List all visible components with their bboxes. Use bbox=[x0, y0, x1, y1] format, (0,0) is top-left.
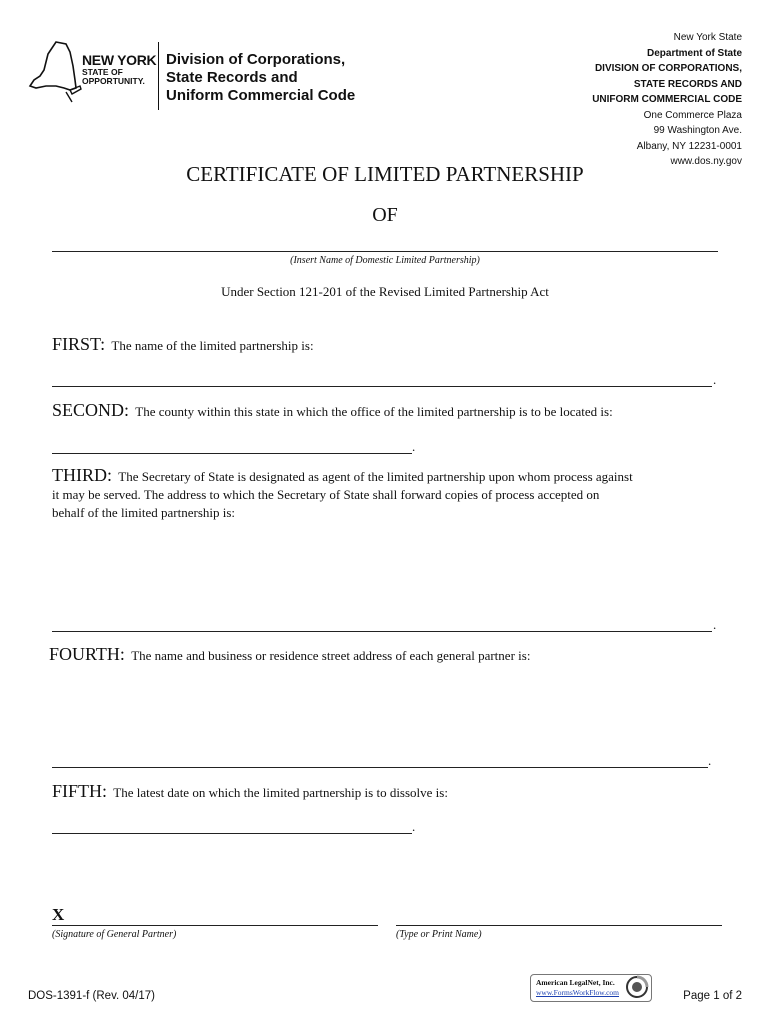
signature-field[interactable] bbox=[52, 925, 378, 926]
vendor-url[interactable]: www.FormsWorkFlow.com bbox=[536, 988, 620, 997]
address-line-4: STATE RECORDS AND bbox=[633, 78, 742, 90]
section-third-text-1: The Secretary of State is designated as agent of the limited partnership upon whom process against bbox=[118, 469, 633, 484]
section-fifth bbox=[52, 781, 448, 802]
section-fourth-label: FOURTH: bbox=[49, 644, 125, 664]
form-title: CERTIFICATE OF LIMITED PARTNERSHIP bbox=[186, 162, 584, 186]
logo-new-york: NEW YORK bbox=[82, 52, 157, 68]
address-line-7: 99 Washington Ave. bbox=[653, 125, 742, 136]
vendor-logo-icon bbox=[625, 975, 649, 999]
section-second-label: SECOND: bbox=[52, 400, 130, 420]
partnership-name-hint: (Insert Name of Domestic Limited Partnership) bbox=[290, 255, 480, 266]
signature-x-mark: X bbox=[52, 905, 65, 924]
address-line-5: UNIFORM COMMERCIAL CODE bbox=[592, 94, 742, 105]
first-answer-field[interactable] bbox=[52, 386, 712, 387]
partnership-name-field[interactable] bbox=[52, 251, 718, 252]
logo-divider bbox=[158, 42, 159, 110]
general-partner-field[interactable] bbox=[52, 767, 708, 768]
section-third-text-2: it may be served. The address to which the Secretary of State shall forward copies of process accepted on bbox=[52, 487, 600, 502]
section-fourth-text: The name and business or residence street address of each general partner is: bbox=[131, 648, 531, 663]
section-first-label: FIRST: bbox=[52, 334, 106, 354]
logo-division-line-1: Division of Corporations, bbox=[166, 51, 346, 68]
first-period: . bbox=[713, 372, 717, 387]
third-period: . bbox=[713, 617, 717, 632]
new-york-state-map-icon bbox=[26, 40, 82, 104]
logo-division-title bbox=[166, 51, 355, 105]
address-line-2: Department of State bbox=[646, 47, 742, 59]
section-fifth-text: The latest date on which the limited partnership is to dissolve is: bbox=[113, 785, 448, 800]
section-second bbox=[52, 400, 613, 421]
vendor-name: American LegalNet, Inc. bbox=[536, 978, 615, 987]
county-field[interactable] bbox=[52, 453, 412, 454]
dissolution-date-field[interactable] bbox=[52, 833, 412, 834]
section-first bbox=[52, 334, 314, 355]
address-line-1: New York State bbox=[673, 32, 742, 43]
print-name-label: (Type or Print Name) bbox=[396, 929, 482, 940]
logo-division-line-2: State Records and bbox=[166, 69, 298, 86]
form-subtitle: Under Section 121-201 of the Revised Limited Partnership Act bbox=[221, 284, 549, 299]
address-line-6: One Commerce Plaza bbox=[643, 109, 742, 121]
logo-tagline-line-2: OPPORTUNITY. bbox=[82, 76, 145, 86]
section-second-text: The county within this state in which the office of the limited partnership is to be located is: bbox=[135, 404, 613, 419]
process-address-field[interactable] bbox=[52, 631, 712, 632]
address-line-9: www.dos.ny.gov bbox=[670, 156, 742, 167]
section-third-label: THIRD: bbox=[52, 465, 112, 485]
signature-label: (Signature of General Partner) bbox=[52, 929, 177, 940]
section-third-line-1 bbox=[52, 466, 633, 486]
fourth-period: . bbox=[708, 753, 712, 768]
section-fifth-label: FIFTH: bbox=[52, 781, 108, 801]
agency-address bbox=[592, 30, 742, 170]
section-third bbox=[52, 466, 633, 522]
address-line-8: Albany, NY 12231-0001 bbox=[636, 140, 742, 152]
section-third-text-3: behalf of the limited partnership is: bbox=[52, 505, 236, 520]
section-first-text: The name of the limited partnership is: bbox=[111, 338, 314, 353]
page-number: Page 1 of 2 bbox=[683, 990, 742, 1002]
print-name-field[interactable] bbox=[396, 925, 722, 926]
fifth-period: . bbox=[412, 819, 416, 834]
form-number: DOS-1391-f (Rev. 04/17) bbox=[28, 990, 155, 1002]
form-title-of: OF bbox=[372, 204, 398, 226]
section-fourth bbox=[49, 644, 530, 665]
address-line-3: DIVISION OF CORPORATIONS, bbox=[594, 63, 742, 74]
logo-tagline bbox=[82, 68, 145, 86]
logo-tagline-line-1: STATE OF bbox=[82, 67, 123, 77]
second-period: . bbox=[412, 439, 416, 454]
logo-division-line-3: Uniform Commercial Code bbox=[166, 87, 356, 104]
